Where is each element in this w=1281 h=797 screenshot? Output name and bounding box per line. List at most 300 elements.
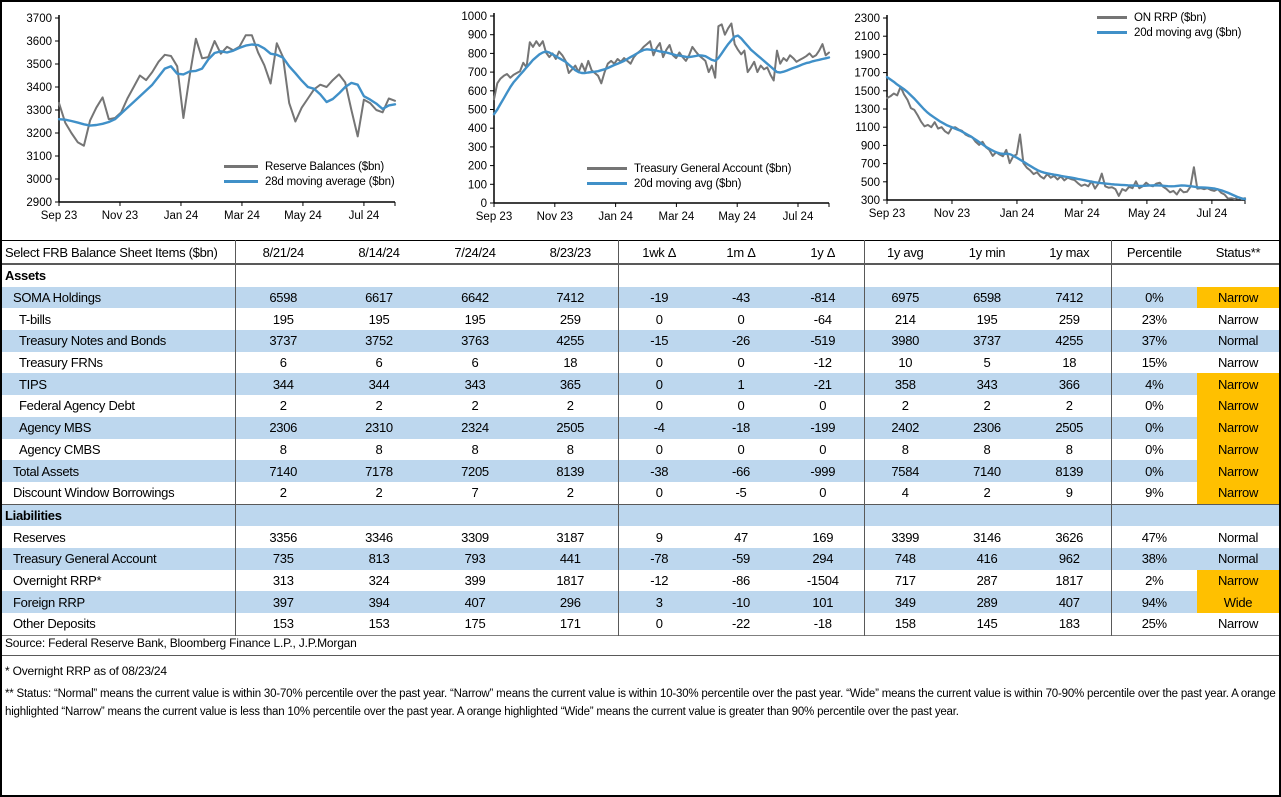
value-cell: 962 xyxy=(1028,548,1111,570)
status-cell: Normal xyxy=(1197,548,1279,570)
value-cell: -21 xyxy=(782,373,864,395)
svg-text:600: 600 xyxy=(467,85,487,98)
value-cell: 2 xyxy=(375,398,383,414)
value-cell: 2 xyxy=(566,485,574,501)
column-header: 1wk Δ xyxy=(618,241,700,265)
value-cell: 748 xyxy=(864,548,946,570)
table-row xyxy=(2,548,1279,570)
value-cell: 6 xyxy=(471,355,479,371)
value-cell: 366 xyxy=(1028,373,1111,395)
svg-text:2300: 2300 xyxy=(854,13,880,25)
value-cell: 3399 xyxy=(864,526,946,548)
value-cell: -12 xyxy=(813,355,832,371)
svg-text:Jul 24: Jul 24 xyxy=(1196,208,1228,220)
value-cell: 3 xyxy=(618,591,700,613)
value-cell: 4 xyxy=(864,482,946,504)
value-cell: 1817 xyxy=(556,572,585,588)
value-cell: -12 xyxy=(618,570,700,592)
svg-text:Nov 23: Nov 23 xyxy=(101,210,139,222)
row-label: Federal Agency Debt xyxy=(19,398,135,414)
column-header: 8/14/24 xyxy=(331,241,427,265)
value-cell: 7 xyxy=(471,485,479,501)
value-cell: -5 xyxy=(735,485,747,501)
legend-line-swatch xyxy=(224,165,258,168)
svg-text:400: 400 xyxy=(467,123,487,136)
value-cell: 195 xyxy=(235,308,331,330)
reserve-balances-chart xyxy=(2,2,432,240)
svg-text:800: 800 xyxy=(467,48,487,61)
value-cell xyxy=(235,504,331,526)
svg-text:Jan 24: Jan 24 xyxy=(598,211,633,223)
value-cell: 0 xyxy=(618,482,700,504)
value-cell: 3763 xyxy=(427,330,523,352)
value-cell: 158 xyxy=(864,613,946,635)
svg-text:1500: 1500 xyxy=(854,85,880,98)
legend-label: 20d moving avg ($bn) xyxy=(634,177,742,190)
value-cell: 3346 xyxy=(365,529,393,545)
value-cell: 7584 xyxy=(864,460,946,482)
value-cell: 2 xyxy=(375,485,383,501)
value-cell: 2 xyxy=(1065,398,1073,414)
table-row xyxy=(2,308,1279,330)
svg-text:1100: 1100 xyxy=(855,122,880,135)
svg-text:May 24: May 24 xyxy=(1128,208,1166,220)
legend-label: 28d moving average ($bn) xyxy=(265,175,395,188)
value-cell: -10 xyxy=(700,591,782,613)
svg-text:3600: 3600 xyxy=(26,36,52,48)
value-cell: 0% xyxy=(1111,439,1197,461)
value-cell: 8139 xyxy=(523,460,618,482)
value-cell: 0 xyxy=(618,439,700,461)
svg-text:3100: 3100 xyxy=(26,151,52,163)
value-cell: 47% xyxy=(1111,526,1197,548)
row-label: Agency CMBS xyxy=(19,441,101,457)
value-cell: 407 xyxy=(1028,591,1111,613)
value-cell: 735 xyxy=(235,548,331,570)
status-cell: Narrow xyxy=(1197,482,1279,504)
value-cell: 101 xyxy=(782,591,864,613)
value-cell: 2 xyxy=(566,398,574,414)
value-cell: -64 xyxy=(813,311,832,327)
legend-line-swatch xyxy=(1097,16,1127,19)
value-cell: -18 xyxy=(700,417,782,439)
svg-text:Nov 23: Nov 23 xyxy=(933,208,971,220)
row-label: Treasury FRNs xyxy=(19,355,103,371)
legend-line-swatch xyxy=(587,182,627,185)
table-section-row xyxy=(2,504,1279,526)
value-cell: 23% xyxy=(1111,308,1197,330)
value-cell xyxy=(523,504,618,526)
column-header: 8/21/24 xyxy=(235,241,331,265)
svg-text:300: 300 xyxy=(467,141,487,154)
value-cell: -814 xyxy=(782,287,864,309)
value-cell: 25% xyxy=(1111,613,1197,635)
value-cell: 2 xyxy=(471,398,479,414)
value-cell xyxy=(331,504,427,526)
value-cell: 0 xyxy=(618,352,700,374)
value-cell: 8 xyxy=(983,441,991,457)
value-cell: 324 xyxy=(368,572,390,588)
value-cell: -38 xyxy=(618,460,700,482)
status-cell: Wide xyxy=(1197,591,1279,613)
value-cell: 0 xyxy=(618,395,700,417)
svg-text:Jan 24: Jan 24 xyxy=(163,210,199,222)
row-label: Reserves xyxy=(13,529,66,545)
value-cell: 3187 xyxy=(556,529,585,545)
row-label: Agency MBS xyxy=(2,417,235,439)
status-cell: Narrow xyxy=(1197,417,1279,439)
value-cell: -4 xyxy=(618,417,700,439)
svg-text:May 24: May 24 xyxy=(718,211,757,223)
status-cell: Narrow xyxy=(1197,395,1279,417)
column-header: 1y max xyxy=(1028,241,1111,265)
value-cell: 94% xyxy=(1111,591,1197,613)
value-cell: -78 xyxy=(618,548,700,570)
value-cell: 3737 xyxy=(946,330,1028,352)
value-cell: 0 xyxy=(819,441,827,457)
value-cell xyxy=(946,264,1028,287)
svg-text:1300: 1300 xyxy=(854,104,880,116)
value-cell: 3626 xyxy=(1055,529,1084,545)
value-cell: 1 xyxy=(700,373,782,395)
value-cell: 195 xyxy=(368,311,390,327)
value-cell: -19 xyxy=(618,287,700,309)
value-cell: 343 xyxy=(427,373,523,395)
value-cell: 793 xyxy=(427,548,523,570)
legend-item xyxy=(587,161,791,176)
svg-text:Nov 23: Nov 23 xyxy=(536,211,574,223)
svg-text:Jul 24: Jul 24 xyxy=(782,211,814,223)
table-section-row xyxy=(2,264,1279,287)
value-cell: 2505 xyxy=(1028,417,1111,439)
value-cell: -43 xyxy=(700,287,782,309)
table-row xyxy=(2,287,1279,309)
value-cell: 169 xyxy=(812,529,834,545)
value-cell: 8 xyxy=(235,439,331,461)
value-cell: 259 xyxy=(1058,311,1080,327)
on-rrp-legend xyxy=(1097,10,1241,40)
value-cell xyxy=(235,264,331,287)
status-cell: Narrow xyxy=(1197,287,1279,309)
table-row xyxy=(2,373,1279,395)
svg-text:500: 500 xyxy=(467,104,487,117)
balance-sheet-table xyxy=(2,240,1279,636)
table-title: Select FRB Balance Sheet Items ($bn) xyxy=(2,241,235,265)
value-cell: -86 xyxy=(732,572,750,588)
value-cell: 397 xyxy=(235,591,331,613)
value-cell xyxy=(618,504,700,526)
value-cell: 813 xyxy=(331,548,427,570)
svg-text:0: 0 xyxy=(480,198,487,210)
status-cell: Narrow xyxy=(1197,460,1279,482)
value-cell: 37% xyxy=(1111,330,1197,352)
value-cell: -1504 xyxy=(806,572,839,588)
row-label: Overnight RRP* xyxy=(13,572,102,588)
row-label: Treasury Notes and Bonds xyxy=(2,330,235,352)
value-cell: 3356 xyxy=(235,526,331,548)
value-cell xyxy=(1028,504,1111,526)
value-cell: 6975 xyxy=(864,287,946,309)
value-cell: 153 xyxy=(368,616,390,632)
value-cell xyxy=(427,264,523,287)
svg-text:3400: 3400 xyxy=(26,82,52,94)
charts-row xyxy=(2,2,1279,240)
value-cell: 2% xyxy=(1111,570,1197,592)
column-header: 7/24/24 xyxy=(427,241,523,265)
value-cell: 175 xyxy=(464,616,486,632)
svg-text:500: 500 xyxy=(860,176,880,189)
svg-text:3500: 3500 xyxy=(26,59,52,71)
value-cell: 6 xyxy=(235,352,331,374)
value-cell: 2 xyxy=(235,482,331,504)
legend-line-swatch xyxy=(587,167,627,170)
status-cell: Normal xyxy=(1217,529,1259,545)
value-cell: 343 xyxy=(946,373,1028,395)
reserve-balances-legend xyxy=(224,159,394,189)
value-cell xyxy=(782,504,864,526)
status-cell xyxy=(1197,504,1279,526)
value-cell: 145 xyxy=(976,616,998,632)
value-cell: 296 xyxy=(523,591,618,613)
value-cell: 0 xyxy=(737,398,745,414)
value-cell xyxy=(782,264,864,287)
value-cell: 0 xyxy=(737,311,745,327)
value-cell: -26 xyxy=(700,330,782,352)
value-cell: 195 xyxy=(464,311,486,327)
value-cell: 6617 xyxy=(331,287,427,309)
table-row xyxy=(2,570,1279,592)
value-cell xyxy=(618,264,700,287)
svg-text:Sep 23: Sep 23 xyxy=(475,211,513,223)
value-cell: 0 xyxy=(819,398,827,414)
value-cell: -15 xyxy=(618,330,700,352)
row-label: Other Deposits xyxy=(13,616,96,632)
column-header: 1y avg xyxy=(864,241,946,265)
value-cell: 7140 xyxy=(946,460,1028,482)
footnotes xyxy=(2,632,1279,723)
value-cell: 2 xyxy=(983,398,991,414)
value-cell: 18 xyxy=(563,355,578,371)
value-cell: -18 xyxy=(813,616,832,632)
row-label: Liabilities xyxy=(2,504,235,526)
row-label: Assets xyxy=(5,268,46,284)
treasury-general-account-chart-canvas xyxy=(432,2,847,240)
source-note: Source: Federal Reserve Bank, Bloomberg Finance L.P., J.P.Morgan xyxy=(2,632,1279,656)
svg-text:May 24: May 24 xyxy=(284,210,322,222)
value-cell: 7140 xyxy=(235,460,331,482)
status-cell: Narrow xyxy=(1197,373,1279,395)
value-cell: 8 xyxy=(471,441,479,457)
value-cell: 344 xyxy=(235,373,331,395)
value-cell: 717 xyxy=(864,570,946,592)
svg-text:100: 100 xyxy=(467,179,487,192)
value-cell: -519 xyxy=(782,330,864,352)
value-cell: 4255 xyxy=(1028,330,1111,352)
table-row xyxy=(2,395,1279,417)
status-cell: Narrow xyxy=(1197,570,1279,592)
svg-text:Mar 24: Mar 24 xyxy=(224,210,260,222)
legend-label: Reserve Balances ($bn) xyxy=(265,160,384,173)
status-cell: Narrow xyxy=(1217,355,1259,371)
svg-text:2100: 2100 xyxy=(854,31,880,44)
value-cell: 0 xyxy=(819,485,827,501)
status-cell xyxy=(1197,264,1279,287)
svg-text:Sep 23: Sep 23 xyxy=(868,208,906,220)
value-cell: 5 xyxy=(983,355,991,371)
legend-line-swatch xyxy=(1097,31,1127,34)
value-cell: -59 xyxy=(700,548,782,570)
value-cell xyxy=(700,264,782,287)
on-rrp-chart xyxy=(847,2,1281,240)
table-row xyxy=(2,460,1279,482)
value-cell: 0 xyxy=(618,373,700,395)
column-header: 1y min xyxy=(946,241,1028,265)
value-cell: 407 xyxy=(427,591,523,613)
value-cell: 1817 xyxy=(1055,572,1084,588)
value-cell: 0% xyxy=(1111,460,1197,482)
status-cell: Narrow xyxy=(1217,311,1259,327)
value-cell xyxy=(331,264,427,287)
status-definition-note: ** Status: “Normal” means the current value is within 30-70% percentile over the past year. “Narrow” means the current value is within 10-30% percentile over the past year. “Wide” means the current value is within 70-90% percentile over the past year. A orange highlighted “Narrow” means the current value is less than 10% percentile over the past year. A orange highlighted “Wide” means the current value is greater than 90% percentile over the past year. xyxy=(5,688,1276,718)
value-cell xyxy=(1111,504,1197,526)
value-cell xyxy=(946,504,1028,526)
svg-text:700: 700 xyxy=(467,67,487,80)
value-cell: 394 xyxy=(331,591,427,613)
value-cell: 38% xyxy=(1111,548,1197,570)
row-label: TIPS xyxy=(2,373,235,395)
value-cell: 3737 xyxy=(235,330,331,352)
value-cell: 8 xyxy=(864,439,946,461)
column-header: 1y Δ xyxy=(782,241,864,265)
svg-text:3700: 3700 xyxy=(26,13,52,25)
value-cell: 2402 xyxy=(864,417,946,439)
table-row xyxy=(2,526,1279,548)
value-cell: 18 xyxy=(1062,355,1077,371)
value-cell: 6 xyxy=(375,355,383,371)
value-cell: 6598 xyxy=(946,287,1028,309)
value-cell: 289 xyxy=(946,591,1028,613)
value-cell: 9 xyxy=(1065,485,1073,501)
value-cell: 2 xyxy=(235,395,331,417)
svg-text:300: 300 xyxy=(860,195,880,207)
svg-text:1900: 1900 xyxy=(854,49,880,62)
value-cell: 365 xyxy=(523,373,618,395)
svg-text:1000: 1000 xyxy=(461,11,487,23)
legend-item xyxy=(224,174,394,189)
value-cell: -22 xyxy=(732,616,750,632)
status-cell: Normal xyxy=(1197,330,1279,352)
value-cell: 3752 xyxy=(331,330,427,352)
value-cell xyxy=(523,264,618,287)
value-cell: 0 xyxy=(618,613,700,635)
value-cell: 2324 xyxy=(427,417,523,439)
svg-text:3300: 3300 xyxy=(26,105,52,117)
value-cell: 3980 xyxy=(864,330,946,352)
legend-label: Treasury General Account ($bn) xyxy=(634,162,792,175)
column-header: Percentile xyxy=(1111,241,1197,265)
legend-item xyxy=(587,176,791,191)
value-cell: 8139 xyxy=(1028,460,1111,482)
value-cell: 7178 xyxy=(331,460,427,482)
row-label: Treasury General Account xyxy=(2,548,235,570)
svg-text:3000: 3000 xyxy=(26,174,52,186)
value-cell: 0 xyxy=(618,308,700,330)
row-label: Discount Window Borrowings xyxy=(13,485,175,501)
value-cell: 183 xyxy=(1058,616,1080,632)
svg-text:700: 700 xyxy=(860,158,880,171)
table-row xyxy=(2,482,1279,504)
legend-label: ON RRP ($bn) xyxy=(1134,11,1207,24)
svg-text:Mar 24: Mar 24 xyxy=(658,211,695,223)
value-cell: 2 xyxy=(864,395,946,417)
value-cell: 0 xyxy=(737,441,745,457)
row-label: T-bills xyxy=(19,311,51,327)
value-cell: 153 xyxy=(235,613,331,635)
value-cell: 195 xyxy=(976,311,998,327)
value-cell: -199 xyxy=(782,417,864,439)
legend-line-swatch xyxy=(224,180,258,183)
value-cell: 416 xyxy=(946,548,1028,570)
legend-item xyxy=(224,159,394,174)
value-cell: 2505 xyxy=(523,417,618,439)
rrp-asof-note: * Overnight RRP as of 08/23/24 xyxy=(5,664,167,678)
svg-text:900: 900 xyxy=(860,140,880,153)
value-cell: 7412 xyxy=(523,287,618,309)
value-cell: 214 xyxy=(864,308,946,330)
table-row xyxy=(2,330,1279,352)
value-cell: 2 xyxy=(983,485,991,501)
value-cell xyxy=(864,504,946,526)
svg-text:Jul 24: Jul 24 xyxy=(348,210,380,222)
value-cell: 344 xyxy=(331,373,427,395)
value-cell: 10 xyxy=(864,352,946,374)
value-cell: 9 xyxy=(618,526,700,548)
svg-text:Jan 24: Jan 24 xyxy=(999,208,1035,220)
value-cell: 0 xyxy=(737,355,745,371)
status-cell: Narrow xyxy=(1197,439,1279,461)
value-cell: 399 xyxy=(464,572,486,588)
svg-text:1700: 1700 xyxy=(854,67,880,80)
value-cell: 15% xyxy=(1111,352,1197,374)
row-label: Foreign RRP xyxy=(2,591,235,613)
value-cell: 0% xyxy=(1111,287,1197,309)
table-row xyxy=(2,352,1279,374)
svg-text:900: 900 xyxy=(467,29,487,42)
value-cell: 171 xyxy=(559,616,581,632)
value-cell: 2310 xyxy=(331,417,427,439)
column-header: 8/23/23 xyxy=(523,241,618,265)
row-label: SOMA Holdings xyxy=(2,287,235,309)
treasury-general-account-legend xyxy=(587,161,791,191)
legend-item xyxy=(1097,10,1241,25)
value-cell: -66 xyxy=(700,460,782,482)
value-cell: 8 xyxy=(375,441,383,457)
svg-text:Mar 24: Mar 24 xyxy=(1064,208,1100,220)
value-cell: 358 xyxy=(864,373,946,395)
row-label: Total Assets xyxy=(2,460,235,482)
value-cell: 287 xyxy=(976,572,998,588)
value-cell: 3146 xyxy=(973,529,1001,545)
value-cell: 4255 xyxy=(523,330,618,352)
status-cell: Narrow xyxy=(1217,616,1259,632)
value-cell: 8 xyxy=(1065,441,1073,457)
value-cell: 7412 xyxy=(1028,287,1111,309)
value-cell xyxy=(427,504,523,526)
value-cell: 47 xyxy=(734,529,748,545)
value-cell: 2306 xyxy=(235,417,331,439)
legend-item xyxy=(1097,25,1241,40)
value-cell: 8 xyxy=(566,441,574,457)
